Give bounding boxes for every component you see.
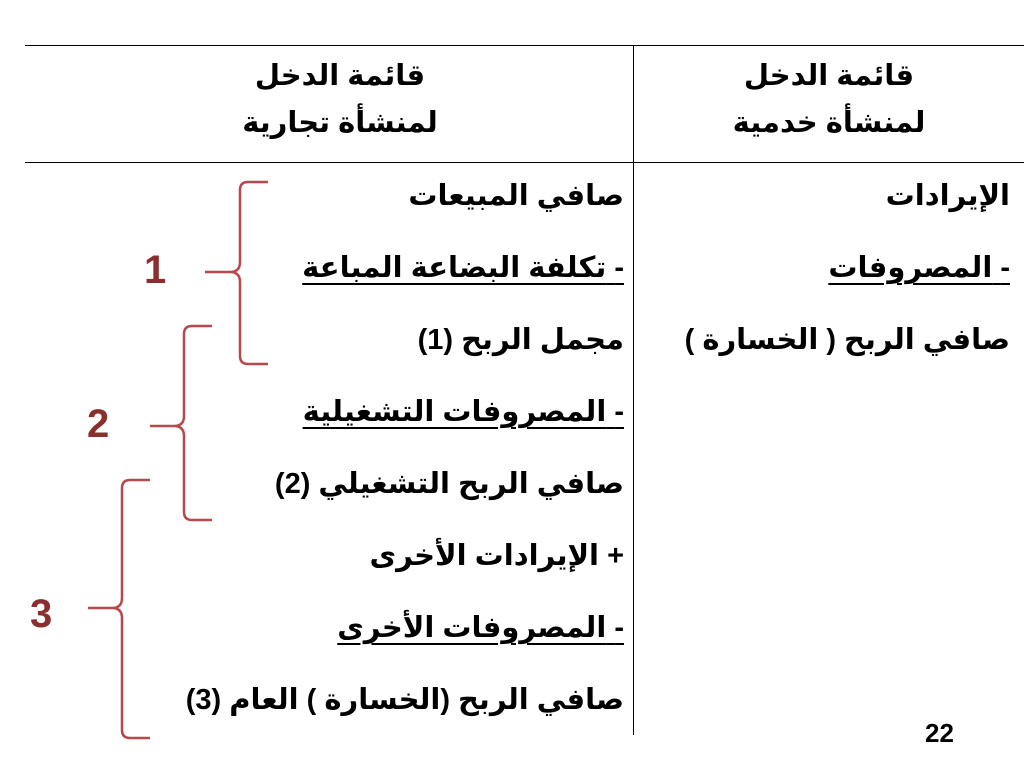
bracket-label-3: 3 <box>30 592 53 636</box>
item-text: صافي الربح (الخسارة ) العام (3) <box>185 684 624 716</box>
item-text: صافي المبيعات <box>408 180 624 212</box>
service-header-subtitle: لمنشأة خدمية <box>732 107 926 139</box>
page-number: 22 <box>925 718 954 748</box>
item-text: تكلفة البضاعة المباعة <box>302 252 607 284</box>
bracket-2 <box>150 326 212 520</box>
bracket-3 <box>88 480 150 738</box>
item-sign: - <box>614 612 624 644</box>
item-sign: - <box>614 252 624 284</box>
item-text: المصروفات التشغيلية <box>302 396 607 428</box>
trading-header-title: قائمة الدخل <box>254 60 426 92</box>
item-sign: + <box>607 540 624 572</box>
item-text: صافي الربح التشغيلي (2) <box>274 468 624 500</box>
bracket-label-1: 1 <box>144 248 167 292</box>
item-sign: - <box>614 396 624 428</box>
bracket-1 <box>205 182 268 364</box>
item-text: مجمل الربح (1) <box>417 324 624 356</box>
item-text: الإيرادات <box>885 180 1010 212</box>
bracket-label-2: 2 <box>87 402 110 446</box>
item-text: المصروفات <box>828 252 993 284</box>
item-text: صافي الربح ( الخسارة ) <box>684 324 1010 356</box>
item-text: المصروفات الأخرى <box>337 612 607 644</box>
item-text: الإيرادات الأخرى <box>369 540 599 572</box>
service-header-title: قائمة الدخل <box>743 60 915 92</box>
trading-header-subtitle: لمنشأة تجارية <box>242 107 438 139</box>
item-sign: - <box>1000 252 1010 284</box>
